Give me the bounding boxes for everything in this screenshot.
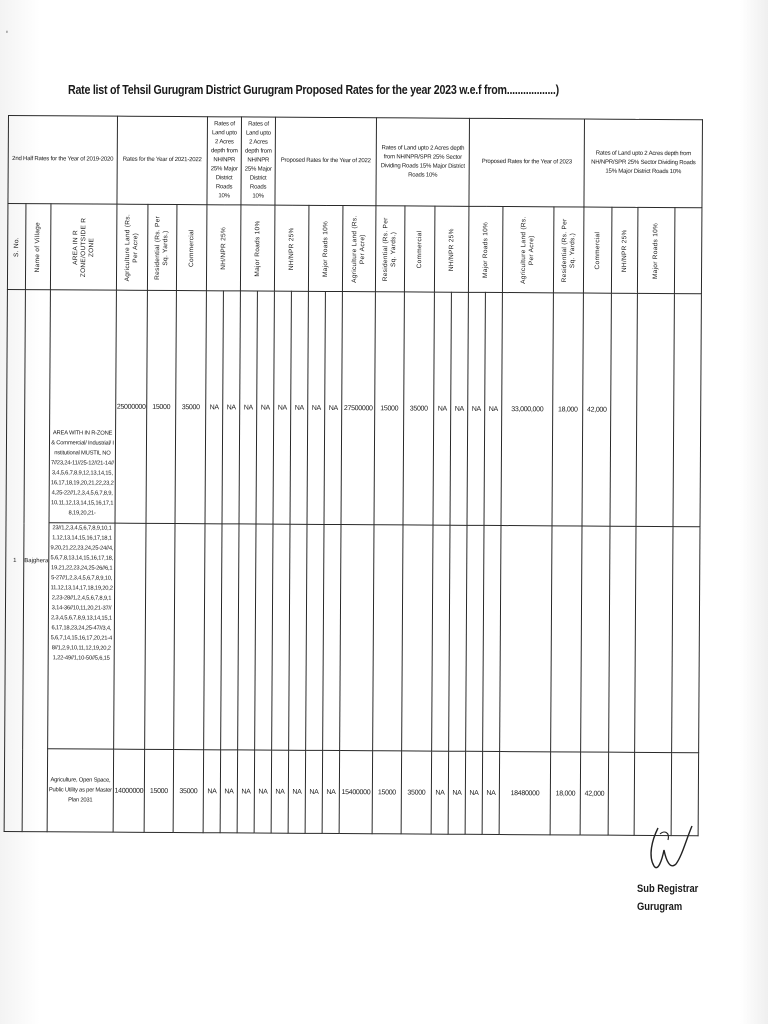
agri-2021: 14000000	[113, 749, 145, 832]
agri-2023: 33,000,000	[501, 293, 553, 526]
document-title: Rate list of Tehsil Gurugram District Gurugram Proposed Rates for the year 2023 w.e.f from..................)	[68, 82, 559, 97]
group-2023: Proposed Rates for the Year of 2023	[469, 118, 585, 207]
resi-2023: 18,000	[550, 752, 581, 835]
na-cell: NA	[450, 292, 468, 525]
empty-cell	[673, 294, 701, 527]
group-2021-2022: Rates for the Year of 2021-2022	[117, 116, 208, 205]
table-row	[5, 522, 701, 752]
serial-number: 1	[4, 289, 25, 831]
na-cell: NA	[431, 751, 449, 834]
na-cell: NA	[205, 291, 223, 524]
group-2019-2020: 2nd Half Rates for the Year of 2019-2020	[8, 116, 118, 205]
col-header-nh-2021b: NH/NPR 25%	[274, 205, 309, 291]
comm-2023: 42,000	[582, 293, 611, 526]
table-row	[6, 289, 702, 526]
col-header-major-2021b: Major Roads 10%	[308, 205, 343, 291]
na-cell: NA	[254, 750, 272, 833]
na-cell: NA	[307, 291, 325, 524]
col-header-major-2021a: Major Roads 10%	[240, 205, 275, 291]
na-cell: NA	[271, 750, 289, 833]
agri-2023: 18480000	[499, 752, 551, 835]
comm-2021: 35000	[173, 750, 204, 833]
col-header-resi-2021: Residential (Rs. Per Sq. Yards.)	[147, 204, 177, 290]
resi-2021: 15000	[144, 749, 174, 832]
col-header-village: Name of Village	[25, 204, 51, 290]
empty-cell	[608, 752, 635, 835]
signatory-title: Sub Registrar	[637, 883, 699, 895]
group-2023-nh: Rates of Land upto 2 Acres depth from NH/NPR/SPR 25% Sector Dividing Roads 15% Major District Roads 10%	[584, 119, 703, 208]
na-cell: NA	[288, 750, 306, 833]
group-2021-nh-major: Rates of Land upto 2 Acres depth from NH/NPR 25% Major District Roads 10%	[241, 117, 276, 205]
col-header-nh-2023: NH/NPR 25%	[612, 207, 639, 293]
col-header-agri-2022: Agriculture Land (Rs. Per Acre)	[342, 206, 376, 292]
na-cell: NA	[324, 291, 342, 524]
na-cell: NA	[256, 291, 274, 524]
village-name: Bajghera	[22, 290, 50, 832]
na-cell: NA	[237, 750, 255, 833]
agri-2022: 15400000	[339, 751, 373, 834]
col-header-sno: S. No.	[7, 204, 26, 290]
area-description-part1: AREA WITH IN R-ZONE & Commercial/ Industrial/ Institutional MUSTIL NO 7//23,24-11//25-12//21-14//3,4,5,6,7,8,9,12,13,14,15,16,17,18,19,20,21,22,23,24,25-22//1,2,3,4,5,6,7,8,9,10,11,12,13,14,15,16,17,18,19,20,21-	[49, 290, 116, 523]
comm-2022: 35000	[403, 292, 434, 525]
col-header-area: AREA IN R ZONE/OUTSIDE R ZONE	[50, 204, 117, 290]
resi-2022: 15000	[374, 292, 404, 525]
na-cell: NA	[322, 750, 340, 833]
na-cell: NA	[222, 291, 240, 524]
rate-list-table	[4, 115, 704, 836]
na-cell: NA	[465, 751, 483, 834]
na-cell: NA	[203, 750, 221, 833]
na-cell: NA	[467, 292, 485, 525]
area-description-agri: Agriculture, Open Space, Public Utility as per Master Plan 2031	[47, 749, 114, 832]
na-cell: NA	[433, 292, 451, 525]
col-header-major-2022: Major Roads 10%	[469, 206, 504, 292]
na-cell: NA	[220, 750, 238, 833]
agri-2022: 27500000	[341, 292, 375, 525]
col-header-nh-2022: NH/NPR 25%	[434, 206, 469, 292]
resi-2022: 15000	[372, 751, 402, 834]
agri-2021: 25000000	[115, 290, 147, 523]
group-2022-nh: Rates of Land upto 2 Acres depth from NH/NPR/SPR 25% Sector Dividing Roads 15% Major District Roads 10%	[376, 118, 470, 207]
na-cell: NA	[305, 750, 323, 833]
empty-cell	[610, 293, 637, 526]
col-header-agri-2021: Agriculture Land (Rs. Per Acre)	[116, 204, 148, 290]
signatory-place: Gurugram	[637, 901, 683, 913]
table-row	[4, 748, 699, 835]
col-header-resi-2022: Residential (Rs. Per Sq. Yards.)	[375, 206, 405, 292]
na-cell: NA	[273, 291, 291, 524]
comm-2021: 35000	[175, 291, 206, 524]
area-description-part2: 23//1,2,3,4,5,6,7,8,9,10,11,12,13,14,15,16,17,18,19,20,21,22,23,24,25-24//4,5,6,7,8,13,14,15,16,17,18,19,21,22,23,24,25-26//6,15-27//1,2,3,4,5,6,7,8,9,10,11,12,13,14,17,18,19,20,22,23-28//1,2,4,5,6,7,8,9,13,14-36//10,11,20,21-37//2,3,4,5,6,7,8,9,13,14,15,16,17,18,23,24,25-47//3,4,5,6,7,14,15,16,17,20,21-48//1,2,9,10,11,12,19,20,21,22-49//1,10-50//5,6,15	[48, 523, 115, 749]
col-header-blank	[675, 208, 703, 294]
col-header-major-2023: Major Roads 10%	[638, 207, 676, 293]
na-cell: NA	[482, 751, 500, 834]
na-cell: NA	[448, 751, 466, 834]
col-header-comm-2023: Commercial	[584, 207, 613, 293]
group-header-row	[8, 116, 703, 208]
comm-2023: 42,000	[580, 752, 609, 835]
col-header-comm-2021: Commercial	[176, 205, 207, 291]
resi-2023: 18,000	[552, 293, 583, 526]
scan-corner-mark: ʹ	[6, 30, 8, 41]
col-header-agri-2023: Agriculture Land (Rs. Per Acre)	[503, 207, 555, 293]
col-header-comm-2022: Commercial	[404, 206, 435, 292]
empty-cell	[636, 293, 674, 526]
column-header-row	[7, 204, 702, 294]
col-header-nh-2021a: NH/NPR 25%	[206, 205, 241, 291]
na-cell: NA	[290, 291, 308, 524]
na-cell: NA	[239, 291, 257, 524]
group-2021-nh-25: Rates of Land upto 2 Acres depth from NH/NPR 25% Major District Roads 10%	[207, 117, 242, 205]
group-2022: Proposed Rates for the Year of 2022	[275, 117, 377, 206]
comm-2022: 35000	[401, 751, 432, 834]
col-header-resi-2023: Residential (Rs. Per Sq. Yards.)	[554, 207, 585, 293]
na-cell: NA	[484, 292, 502, 525]
signatory-block	[637, 880, 698, 916]
signature-scribble	[640, 820, 700, 880]
resi-2021: 15000	[146, 290, 176, 523]
